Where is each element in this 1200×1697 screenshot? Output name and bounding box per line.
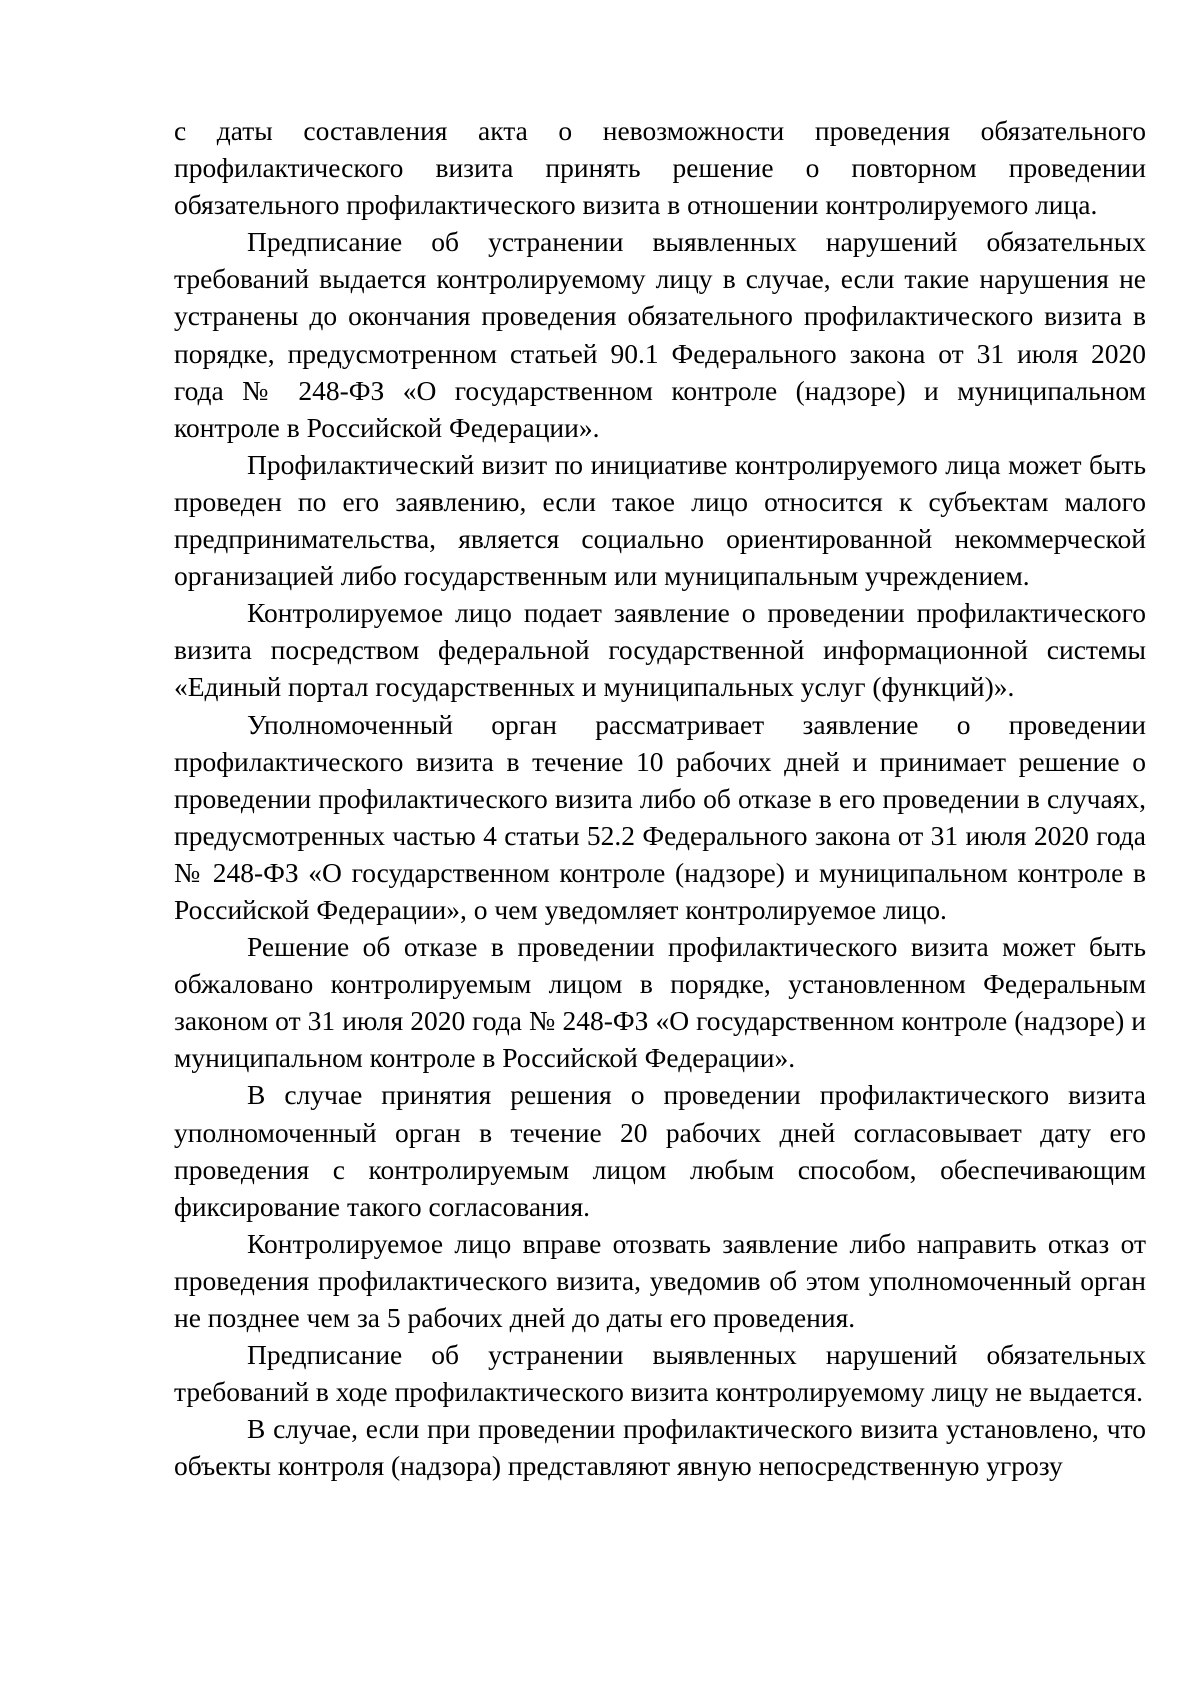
paragraph-4: Контролируемое лицо подает заявление о проведении профилактического визита посредством федеральной государственной информационной системы «Единый портал государственных и муниципальных услуг (функций)». <box>174 597 1146 703</box>
paragraph-3: Профилактический визит по инициативе контролируемого лица может быть проведен по его заявлению, если такое лицо относится к субъектам малого предпринимательства, является социально ориентированной некоммерческой организацией либо государственным или муниципальным учреждением. <box>174 448 1146 592</box>
paragraph-7: В случае принятия решения о проведении профилактического визита уполномоченный орган в течение 20 рабочих дней согласовывает дату его проведения с контролируемым лицом любым способом, обеспечивающим фиксирование такого согласования. <box>174 1079 1146 1222</box>
paragraph-5: Уполномоченный орган рассматривает заявление о проведении профилактического визита в течение 10 рабочих дней и принимает решение о проведении профилактического визита либо об отказе в его проведении в случаях, предусмотренных частью 4 статьи 52.2 Федерального закона от 31 июля 2020 года № 248-ФЗ «О государственном контроле (надзоре) и муниципальном контроле в Российской Федерации», о чем уведомляет контролируемое лицо. <box>174 708 1146 925</box>
paragraph-2: Предписание об устранении выявленных нарушений обязательных требований выдается контролируемому лицу в случае, если такие нарушения не устранены до окончания проведения обязательного профилактического визита в порядке, предусмотренном статьей 90.1 Федерального закона от 31 июля 2020 года № 248-ФЗ «О государственном контроле (надзоре) и муниципальном контроле в Российской Федерации». <box>174 226 1146 443</box>
paragraph-6: Решение об отказе в проведении профилактического визита может быть обжаловано контролируемым лицом в порядке, установленном Федеральным законом от 31 июля 2020 года № 248-ФЗ «О государственном контроле (надзоре) и муниципальном контроле в Российской Федерации». <box>174 931 1146 1074</box>
document-body <box>174 112 1146 1484</box>
paragraph-9: Предписание об устранении выявленных нарушений обязательных требований в ходе профилактического визита контролируемому лицу не выдается. <box>174 1339 1146 1408</box>
paragraph-1: с даты составления акта о невозможности проведения обязательного профилактического визита принять решение о повторном проведении обязательного профилактического визита в отношении контролируемого лица. <box>174 115 1146 221</box>
paragraph-10: В случае, если при проведении профилактического визита установлено, что объекты контроля (надзора) представляют явную непосредственную угрозу <box>174 1413 1146 1482</box>
paragraph-8: Контролируемое лицо вправе отозвать заявление либо направить отказ от проведения профилактического визита, уведомив об этом уполномоченный орган не позднее чем за 5 рабочих дней до даты его проведения. <box>174 1227 1146 1333</box>
